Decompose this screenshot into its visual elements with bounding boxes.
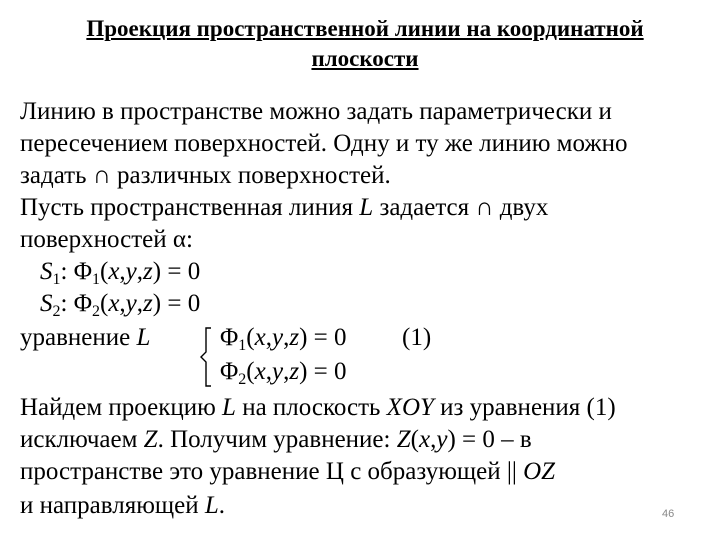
paragraph-3-line-2: исключаем Z. Получим уравнение: Z(x,y) = 0 – в: [20, 426, 532, 453]
paragraph-3-line-3: пространстве это уравнение Ц с образующей || OZ: [20, 458, 556, 485]
page-number: 46: [662, 508, 675, 520]
paragraph-3-line-1: Найдем проекцию L на плоскость XOY из уравнения (1): [20, 394, 616, 421]
surface-equation-s1: $S_1$: $\Phi_1(x,y,z) = 0$: [40, 258, 201, 288]
system-equation-2: $\Phi_2(x,y,z) = 0$: [220, 358, 347, 388]
title-line-1: Проекция пространственной линии на координатной: [86, 16, 644, 41]
paragraph-3-line-4: и направляющей L.: [20, 492, 226, 519]
surface-equation-s2: $S_2$: $\Phi_2(x,y,z) = 0$: [40, 290, 201, 320]
paragraph-2-line-1: Пусть пространственная линия L задается ∩ двух: [20, 194, 549, 221]
paragraph-1-line-1: Линию в пространстве можно задать параметрически и: [20, 98, 612, 125]
system-label: уравнение L: [20, 324, 151, 351]
paragraph-1-line-3: задать ∩ различных поверхностей.: [20, 162, 391, 189]
title-line-2: плоскости: [311, 46, 419, 71]
paragraph-1-line-2: пересечением поверхностей. Одну и ту же линию можно: [20, 130, 628, 157]
paragraph-2-line-2: поверхностей α:: [20, 226, 193, 253]
equation-number: (1): [402, 324, 432, 351]
system-equation-1: $\Phi_1(x,y,z) = 0$: [220, 324, 347, 354]
slide-title: [20, 14, 710, 74]
left-brace: [200, 326, 212, 388]
